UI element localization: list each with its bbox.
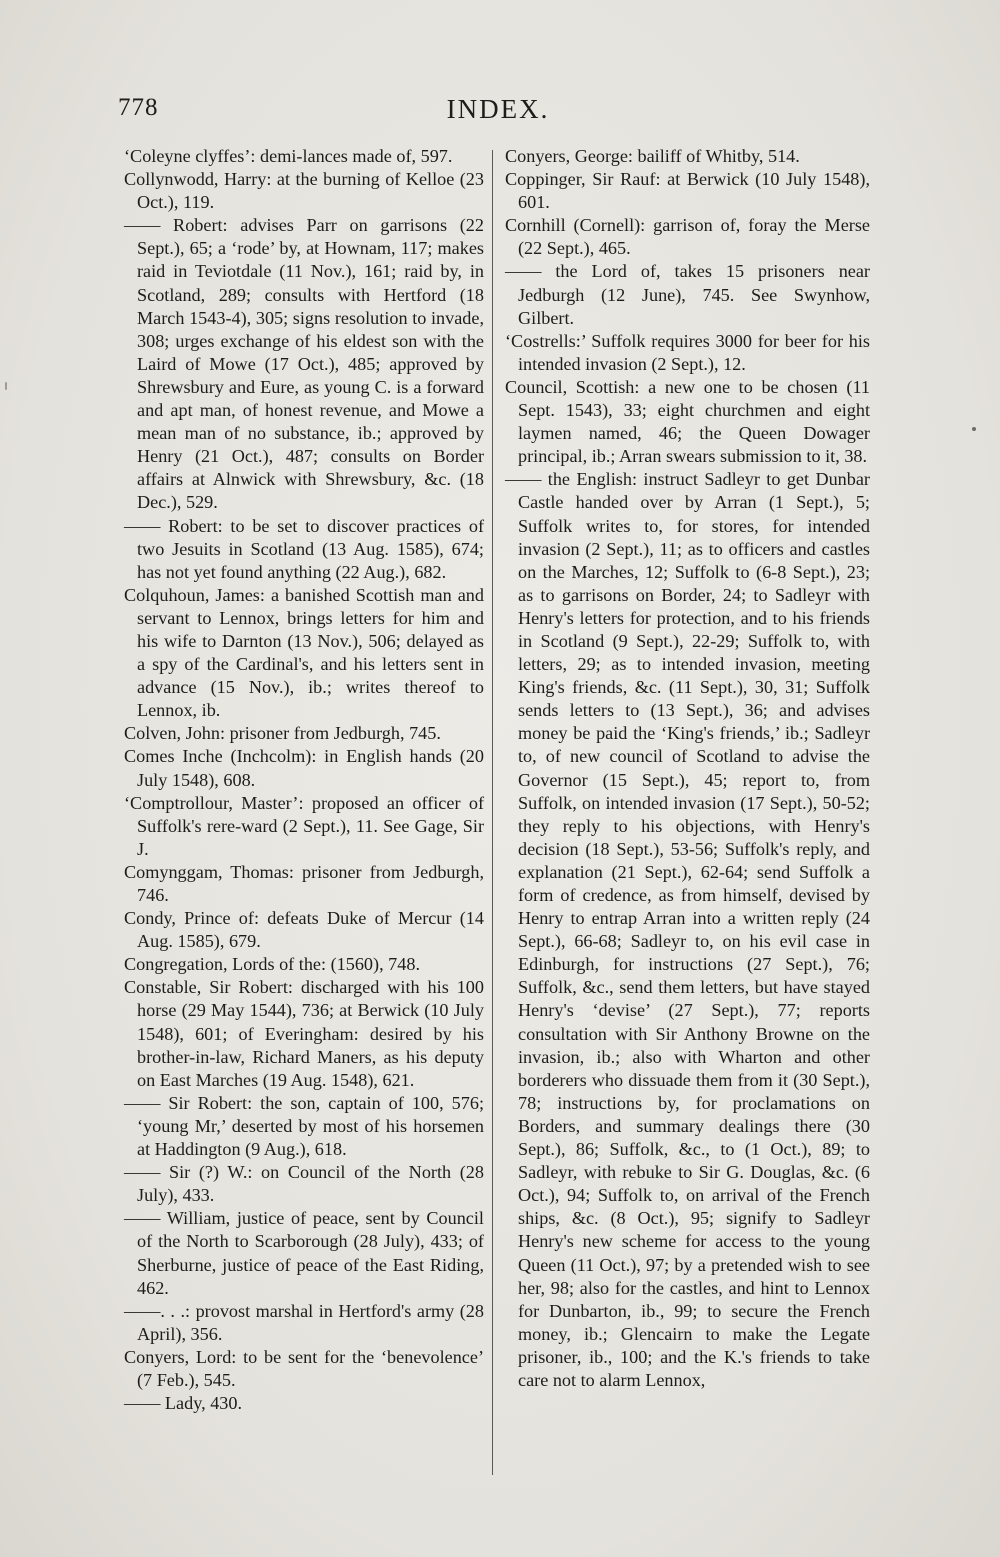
- index-entry: Cornhill (Cornell): garrison of, foray the Merse (22 Sept.), 465.: [505, 215, 870, 259]
- index-entry: —— Robert: advises Parr on garrisons (22 Sept.), 65; a ‘rode’ by, at Hownam, 117; makes raid in Teviotdale (11 Nov.), 161; raid by, in Scotland, 289; consults with Hertford (18 March 1543-4), 305; signs resolution to invade, 308; urges exchange of his eldest son with the Laird of Mowe (17 Oct.), 485; approved by Shrewsbury and Eure, as young C. is a forward and apt man, of honest revenue, and Mowe a mean man of no substance, ib.; approved by Henry (21 Oct.), 487; consults on Border affairs at Alnwick with Shrewsbury, &c. (18 Dec.), 529.: [124, 215, 484, 513]
- index-entry: —— Robert: to be set to discover practices of two Jesuits in Scotland (13 Aug. 1585), 674; has not yet found anything (22 Aug.), 682.: [124, 515, 484, 582]
- index-entry: Congregation, Lords of the: (1560), 748.: [124, 954, 420, 975]
- paper-speck: [972, 427, 976, 431]
- index-entry: Conyers, Lord: to be sent for the ‘benevolence’ (7 Feb.), 545.: [124, 1346, 484, 1390]
- index-entry: Colven, John: prisoner from Jedburgh, 745.: [124, 723, 441, 744]
- running-head: INDEX.: [446, 94, 550, 124]
- right-column: [505, 145, 870, 1392]
- left-column: [124, 145, 484, 1415]
- page-header: [118, 94, 878, 134]
- index-entry: Constable, Sir Robert: discharged with his 100 horse (29 May 1544), 736; at Berwick (10 July 1548), 601; of Everingham: desired by his brother-in-law, Richard Maners, as his deputy on East Marches (19 Aug. 1548), 621.: [124, 977, 484, 1090]
- index-entry: Conyers, George: bailiff of Whitby, 514.: [505, 146, 800, 166]
- page-number: 778: [118, 94, 159, 121]
- index-entry: Collynwodd, Harry: at the burning of Kelloe (23 Oct.), 119.: [124, 169, 484, 213]
- index-entry: Colquhoun, James: a banished Scottish man and servant to Lennox, brings letters for him and his wife to Darnton (13 Nov.), 506; delayed as a spy of the Cardinal's, and his letters sent in advance (15 Nov.), ib.; writes thereof to Lennox, ib.: [124, 584, 484, 721]
- index-entry: ‘Coleyne clyffes’: demi-lances made of, 597.: [124, 146, 453, 166]
- index-entry: Coppinger, Sir Rauf: at Berwick (10 July 1548), 601.: [505, 169, 870, 213]
- index-entry: —— the English: instruct Sadleyr to get Dunbar Castle handed over by Arran (1 Sept.), 5; Suffolk writes to, for stores, for intended invasion (2 Sept.), 11; as to officers and castles on the Marches, 12; Suffolk to (6-8 Sept.), 23; as to garrisons on Border, 24; to Sadleyr with Henry's letters for protection, and to his friends in Scotland (9 Sept.), 22-29; Suffolk to, with letters, 29; as to intended invasion, meeting King's friends, &c. (11 Sept.), 30, 31; Suffolk sends letters to (13 Sept.), 36; and advises money be paid the ‘King's friends,’ ib.; Sadleyr to, of new council of Scotland to advise the Governor (15 Sept.), 45; report to, from Suffolk, on intended invasion (17 Sept.), 50-52; they reply to his objections, with Henry's decision (18 Sept.), 53-56; Suffolk's reply, and explanation (21 Sept.), 62-64; send Suffolk a form of credence, as from himself, devised by Henry to entrap Arran into a written reply (24 Sept.), 66-68; Sadleyr to, on his evil case in Edinburgh, for instructions (27 Sept.), 76; Suffolk, &c., send them letters, but have stayed Henry's ‘devise’ (27 Sept.), 77; reports consultation with Sir Anthony Browne on the invasion, ib.; also with Wharton and other borderers who dissuade them from it (30 Sept.), 78; instructions by, for proclamations on Borders, and summary dealings there (30 Sept.), 86; Suffolk, &c., to (1 Oct.), 89; to Sadleyr, with rebuke to Sir G. Douglas, &c. (6 Oct.), 94; Suffolk to, on arrival of the French ships, &c. (8 Oct.), 95; signify to Sadleyr Henry's new scheme for access to the young Queen (11 Oct.), 97; by a pretended wish to see her, 98; also for the castles, and hint to Lennox for Dunbarton, ib., 99; to secure the French money, ib.; Glencairn to make the Legate prisoner, ib., 100; and the K.'s friends to take care not to alarm Lennox,: [505, 469, 870, 1390]
- index-entry: Council, Scottish: a new one to be chosen (11 Sept. 1543), 33; eight churchmen and eight laymen named, 46; the Queen Dowager principal, ib.; Arran swears submission to it, 38.: [505, 376, 870, 467]
- column-divider: [492, 150, 493, 1475]
- index-entry: Comes Inche (Inchcolm): in English hands (20 July 1548), 608.: [124, 746, 484, 790]
- index-entry: ‘Comptrollour, Master’: proposed an officer of Suffolk's rere-ward (2 Sept.), 11. See Gage, Sir J.: [124, 792, 484, 859]
- paper-speck: [5, 382, 7, 390]
- index-entry: —— Sir Robert: the son, captain of 100, 576; ‘young Mr,’ deserted by most of his horsemen at Haddington (9 Aug.), 618.: [124, 1092, 484, 1160]
- index-entry: Condy, Prince of: defeats Duke of Mercur (14 Aug. 1585), 679.: [124, 908, 484, 952]
- index-entry: ——. . .: provost marshal in Hertford's army (28 April), 356.: [124, 1300, 484, 1344]
- index-entry: —— the Lord of, takes 15 prisoners near Jedburgh (12 June), 745. See Swynhow, Gilbert.: [505, 261, 870, 328]
- index-entry: —— Lady, 430.: [124, 1393, 243, 1414]
- index-entry: —— William, justice of peace, sent by Council of the North to Scarborough (28 July), 433; of Sherburne, justice of peace of the East Riding, 462.: [124, 1208, 484, 1298]
- index-entry: Comynggam, Thomas: prisoner from Jedburgh, 746.: [124, 861, 484, 905]
- index-entry: ‘Costrells:’ Suffolk requires 3000 for beer for his intended invasion (2 Sept.), 12.: [505, 330, 870, 374]
- index-entry: —— Sir (?) W.: on Council of the North (28 July), 433.: [124, 1162, 484, 1206]
